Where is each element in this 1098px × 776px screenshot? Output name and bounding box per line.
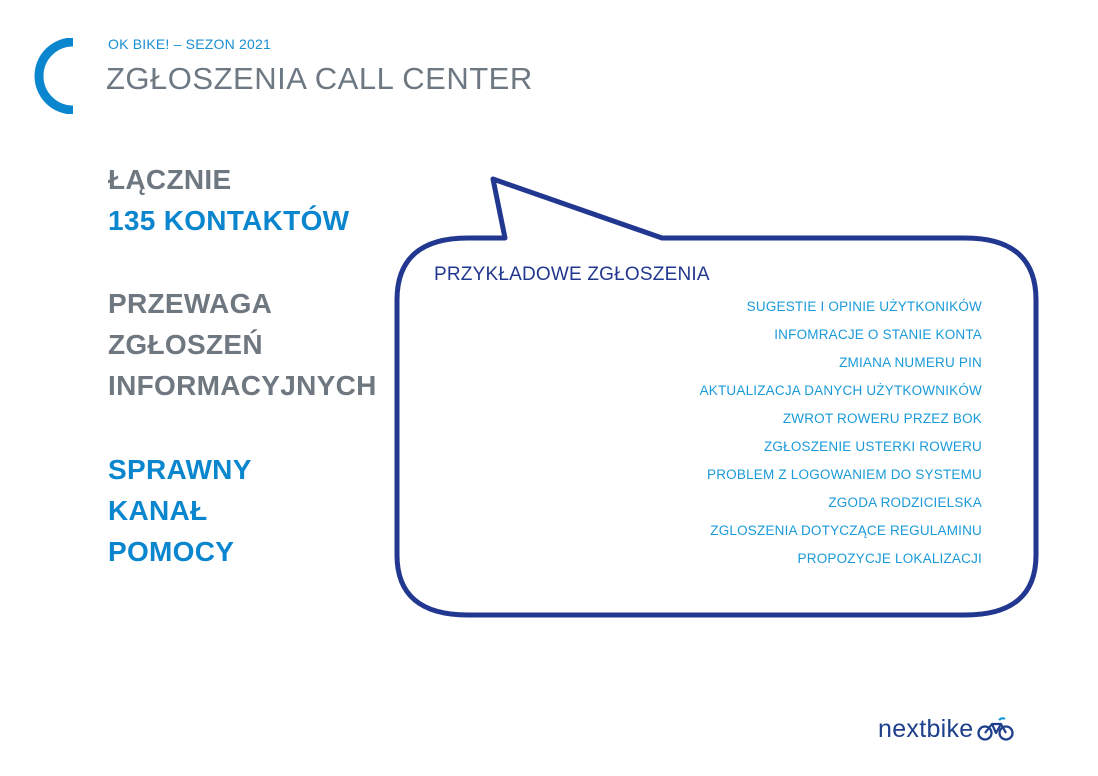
majority-line: ZGŁOSZEŃ bbox=[108, 329, 263, 360]
list-item: PROPOZYCJE LOKALIZACJI bbox=[797, 551, 982, 566]
channel-line: SPRAWNY bbox=[108, 454, 252, 485]
bike-icon bbox=[977, 716, 1015, 742]
total-value: 135 KONTAKTÓW bbox=[108, 205, 350, 236]
channel-line: POMOCY bbox=[108, 536, 235, 567]
bubble-title: PRZYKŁADOWE ZGŁOSZENIA bbox=[434, 264, 710, 285]
majority-line: INFORMACYJNYCH bbox=[108, 370, 377, 401]
list-item: ZGLOSZENIA DOTYCZĄCE REGULAMINU bbox=[710, 523, 982, 538]
logo-text: nextbike bbox=[878, 714, 974, 743]
list-item: ZWROT ROWERU PRZEZ BOK bbox=[782, 411, 982, 426]
list-item: ZGODA RODZICIELSKA bbox=[828, 495, 982, 510]
channel-line: KANAŁ bbox=[108, 495, 208, 526]
nextbike-logo bbox=[878, 712, 1015, 746]
list-item: PROBLEM Z LOGOWANIEM DO SYSTEMU bbox=[707, 467, 982, 482]
report-list bbox=[700, 296, 982, 576]
list-item: ZMIANA NUMERU PIN bbox=[839, 355, 982, 370]
list-item: ZGŁOSZENIE USTERKI ROWERU bbox=[763, 439, 982, 454]
list-item: INFOMRACJE O STANIE KONTA bbox=[774, 327, 982, 342]
majority-line: PRZEWAGA bbox=[108, 288, 273, 319]
slide-subtitle: OK BIKE! – SEZON 2021 bbox=[108, 36, 271, 52]
slide-title: ZGŁOSZENIA CALL CENTER bbox=[106, 61, 533, 96]
total-label: ŁĄCZNIE bbox=[108, 164, 232, 195]
list-item: SUGESTIE I OPINIE UŻYTKONIKÓW bbox=[746, 299, 982, 314]
list-item: AKTUALIZACJA DANYCH UŻYTKOWNIKÓW bbox=[699, 383, 982, 398]
